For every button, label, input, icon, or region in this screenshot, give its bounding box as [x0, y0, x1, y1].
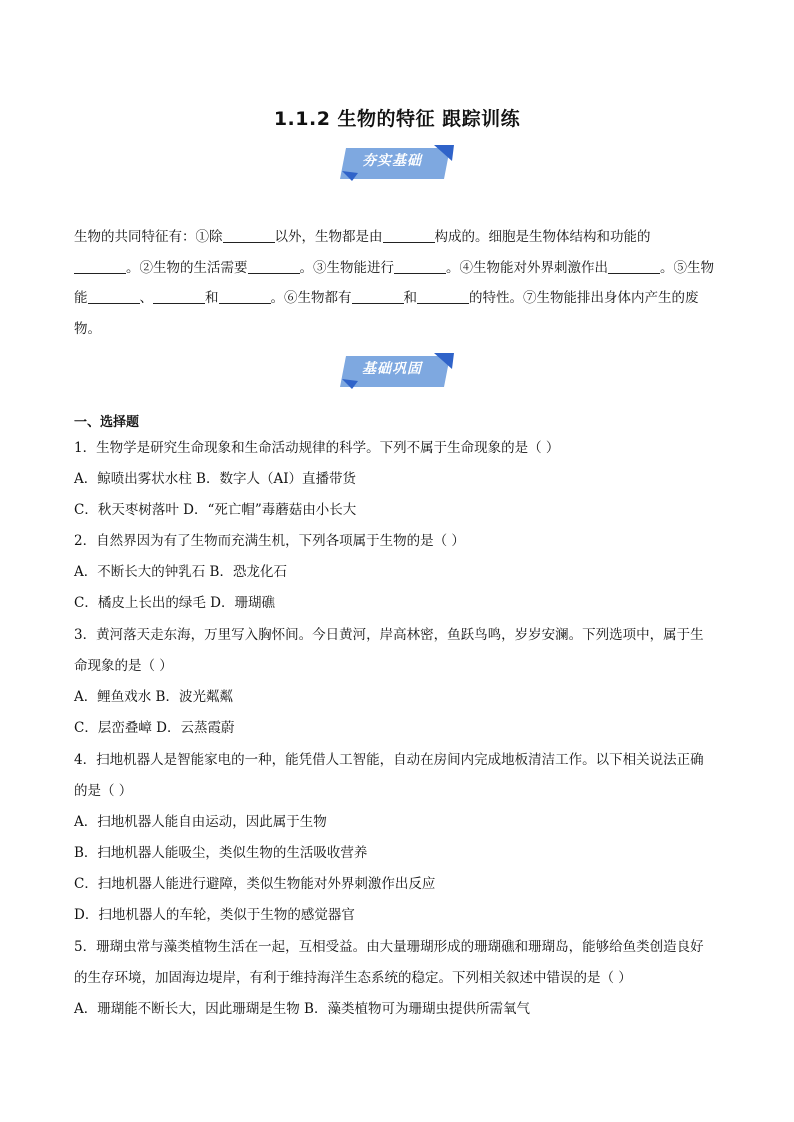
answer-blank: [608, 259, 660, 274]
paragraph-text: 、: [139, 290, 153, 306]
paragraph-text: 物。: [74, 320, 101, 337]
question-1: 1．生物学是研究生命现象和生命活动规律的科学。下列不属于生命现象的是（ ）: [74, 440, 560, 456]
banner-label: 夯实基础: [362, 153, 422, 169]
question-4-line-1: 4．扫地机器人是智能家电的一种，能凭借人工智能，自动在房间内完成地板清洁工作。以下相关说法正确: [74, 752, 704, 768]
question-1-options-cd: C．秋天枣树落叶 D．“死亡帽”毒蘑菇由小长大: [74, 502, 357, 518]
question-3-line-2: 命现象的是（ ）: [74, 658, 173, 674]
question-3-options-cd: C．层峦叠嶂 D．云蒸霞蔚: [74, 720, 235, 736]
paragraph-text: 。⑤生物: [660, 259, 714, 276]
answer-blank: [219, 289, 271, 304]
question-5-line-2: 的生存环境，加固海边堤岸，有利于维持海洋生态系统的稳定。下列相关叙述中错误的是（ ）: [74, 970, 632, 986]
paragraph-text: 。④生物能对外界刺激作出: [446, 259, 608, 276]
answer-blank: [417, 289, 469, 304]
question-3-options-ab: A．鲤鱼戏水 B．波光粼粼: [74, 689, 233, 705]
answer-blank: [352, 289, 404, 304]
paragraph-text: 的特性。⑦生物能排出身体内产生的废: [469, 290, 699, 306]
paragraph-line: [74, 222, 724, 253]
section-heading: 一、选择题: [74, 415, 140, 430]
paragraph-text: 和: [205, 290, 219, 306]
paragraph-line: [74, 253, 724, 284]
banner-label: 基础巩固: [362, 361, 422, 377]
question-4-option-d: D．扫地机器人的车轮，类似于生物的感觉器官: [74, 907, 355, 923]
answer-blank: [223, 228, 275, 243]
paragraph-text: 构成的。细胞是生物体结构和功能的: [434, 229, 651, 245]
paragraph-text: 。③生物能进行: [299, 259, 394, 276]
answer-blank: [88, 289, 140, 304]
fill-in-paragraph: [74, 222, 724, 344]
question-5-line-1: 5．珊瑚虫常与藻类植物生活在一起，互相受益。由大量珊瑚形成的珊瑚礁和珊瑚岛，能够给鱼类创造良好: [74, 939, 704, 955]
question-5-options-ab: A．珊瑚能不断长大，因此珊瑚是生物 B．藻类植物可为珊瑚虫提供所需氧气: [74, 1001, 530, 1017]
answer-blank: [248, 259, 300, 274]
paragraph-text: 。⑥生物都有: [270, 290, 352, 306]
paragraph-text: 。②生物的生活需要: [126, 259, 248, 276]
section-banner-consolidate: [340, 143, 454, 183]
question-4-line-2: 的是（ ）: [74, 783, 133, 799]
question-4-option-a: A．扫地机器人能自由运动，因此属于生物: [74, 814, 327, 830]
page-title: 1.1.2 生物的特征 跟踪训练: [273, 108, 521, 130]
question-4-option-c: C．扫地机器人能进行避障，类似生物能对外界刺激作出反应: [74, 876, 436, 892]
answer-blank: [74, 259, 126, 274]
question-2-options-ab: A．不断长大的钟乳石 B．恐龙化石: [74, 564, 287, 580]
question-4-option-b: B．扫地机器人能吸尘，类似生物的生活吸收营养: [74, 845, 368, 861]
paragraph-text: 和: [403, 290, 417, 306]
answer-blank: [153, 289, 205, 304]
question-2-options-cd: C．橘皮上长出的绿毛 D．珊瑚礁: [74, 595, 275, 611]
paragraph-line: [74, 283, 724, 314]
paragraph-text: 以外，生物都是由: [274, 229, 383, 245]
paragraph-line: [74, 314, 724, 345]
answer-blank: [394, 259, 446, 274]
section-banner-basic: [340, 351, 454, 391]
question-1-options-ab: A．鲸喷出雾状水柱 B．数字人（AI）直播带货: [74, 471, 357, 487]
paragraph-text: 能: [74, 290, 88, 306]
question-2: 2．自然界因为有了生物而充满生机，下列各项属于生物的是（ ）: [74, 533, 465, 549]
answer-blank: [383, 228, 435, 243]
question-3-line-1: 3．黄河落天走东海，万里写入胸怀间。今日黄河，岸高林密，鱼跃鸟鸣，岁岁安澜。下列选项中，属于生: [74, 627, 704, 643]
paragraph-text: 生物的共同特征有：①除: [74, 229, 223, 245]
